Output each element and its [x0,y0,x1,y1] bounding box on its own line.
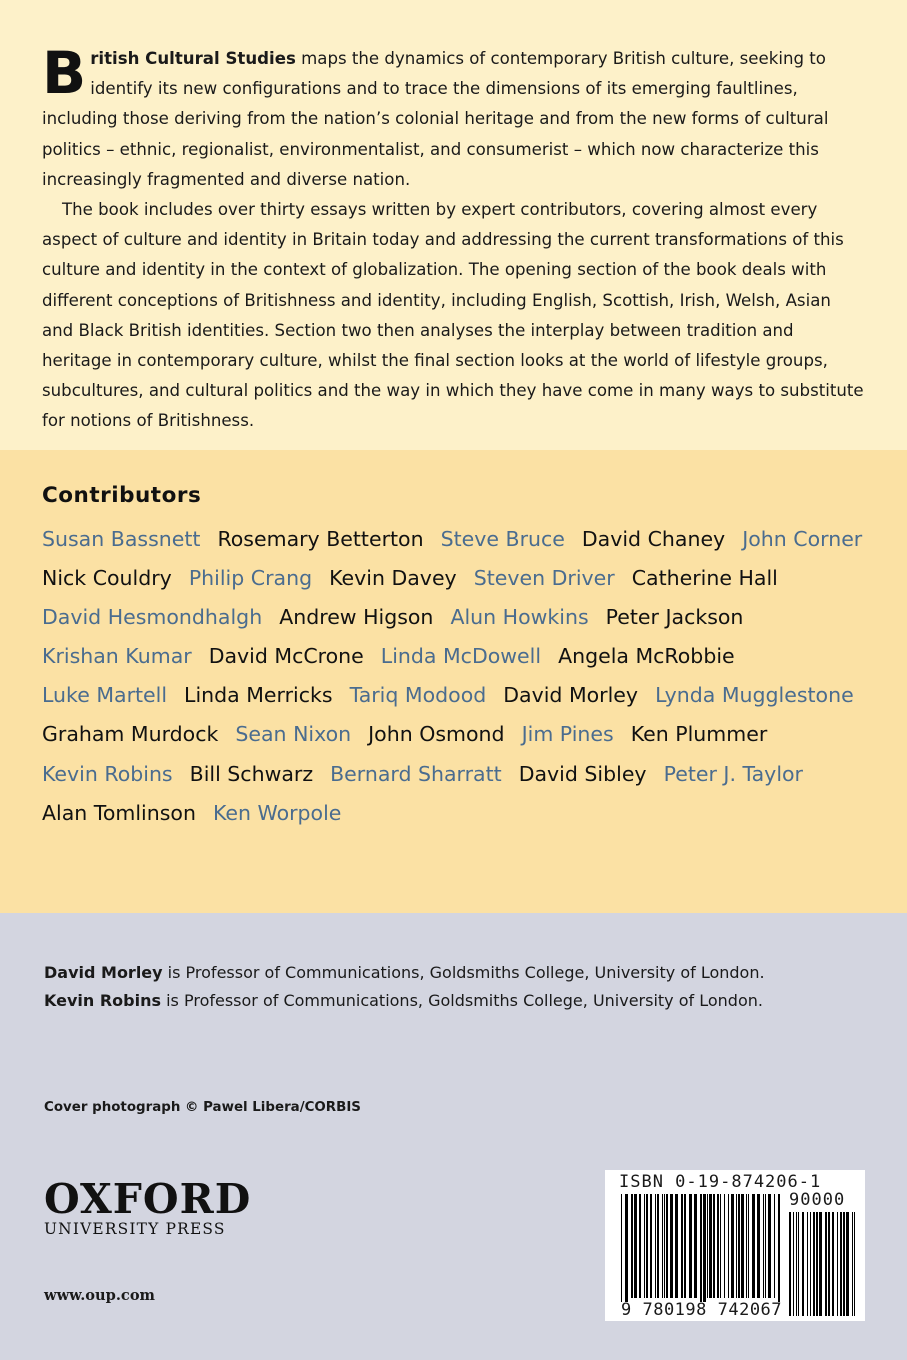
barcode-bar [816,1212,818,1316]
barcode-bar [793,1212,794,1316]
barcode-bar [736,1194,737,1298]
contributor-name: Linda Merricks [184,683,333,708]
contributor-name: Lynda Mugglestone [655,683,854,708]
barcode-bar [840,1212,842,1316]
barcode-bar [846,1212,849,1316]
contributor-name: Nick Couldry [42,566,172,591]
barcode-bar [713,1194,715,1298]
contributor-name: Peter J. Taylor [663,761,803,786]
barcode-bar [757,1194,760,1298]
barcode-bar [621,1194,622,1302]
barcode-bar [694,1194,697,1298]
contributor-name: David Sibley [518,761,647,786]
publisher-name: OXFORD [44,1175,252,1223]
contributor-name: Graham Murdock [42,722,219,747]
barcode-bar [852,1212,853,1316]
contributor-name: Steve Bruce [440,527,565,551]
barcode-bar [843,1212,845,1316]
barcode-bar [752,1194,755,1298]
contributor-name: Kevin Robins [42,761,173,786]
drop-cap: B [42,39,87,107]
contributor-name: Kevin Davey [329,566,457,591]
author-bio [44,986,763,1015]
barcode-bar [828,1212,830,1316]
contributor-name: Linda McDowell [380,644,542,669]
contributor-name: Susan Bassnett [42,527,201,551]
contributor-name: David Chaney [581,527,726,551]
barcode-bar [810,1212,811,1316]
contributor-name: Rosemary Betterton [217,527,424,551]
author-role: is Professor of Communications, Goldsmiths College, University of London. [162,963,765,982]
cover-photo-credit: Cover photograph © Pawel Libera/CORBIS [44,1100,361,1115]
barcode-bar [644,1194,645,1298]
barcode-bar [763,1194,764,1298]
contributor-name: Alun Howkins [450,605,589,630]
barcode-bar [717,1194,719,1298]
contributor-name: Angela McRobbie [558,644,735,669]
barcode-bar [738,1194,740,1298]
contributor-name: Ken Worpole [212,800,342,825]
contributor-name: Philip Crang [188,566,313,591]
barcode-bar [664,1194,665,1298]
contributor-name: Peter Jackson [605,605,744,630]
barcode-bar [832,1212,834,1316]
barcode-bar [662,1194,663,1298]
contributor-name: Sean Nixon [235,722,352,747]
contributor-name: Bernard Sharratt [330,761,502,786]
barcode-bar [813,1212,815,1316]
contributor-name: Ken Plummer [630,722,768,747]
contributor-name: Krishan Kumar [42,644,192,669]
contributor-name: John Osmond [368,722,505,747]
barcode-bar [689,1194,692,1298]
contributors-heading: Contributors [42,483,202,508]
author-bio [44,958,765,987]
barcode-bar [819,1212,822,1316]
barcode-bar [631,1194,633,1298]
barcode-bars [605,1170,865,1321]
barcode-bar [634,1194,637,1298]
contributor-name: John Corner [742,527,863,551]
description-paragraph-2: The book includes over thirty essays written by expert contributors, covering almost every aspect of culture and identity in Britain today and addressing the current transformations of this culture and identity in the context of globalization. The opening section of the book deals with different conceptions of Britishness and identity, including English, Scottish, Irish, Welsh, Asian and Black British identities. Section two then analyses the interplay between tradition and heritage in contemporary culture, whilst the final section looks at the world of lifestyle groups, subcultures, and cultural politics and the way in which they have come in many ways to substitute for notions of Britishness. [42,200,864,431]
author-role: is Professor of Communications, Goldsmiths College, University of London. [161,991,763,1010]
barcode-bar [650,1194,652,1298]
description-text-1: maps the dynamics of contemporary British culture, seeking to identify its new configurations and to trace the dimensions of its emerging faultlines, including those deriving from the nation’s colonial heritage and from the new forms of cultural politics – ethnic, regionalist, environmentalist, and consumerist – which now characterize this increasingly fragmented and diverse nation. [42,49,829,189]
barcode-bar [796,1212,797,1316]
barcode-bar [746,1194,747,1298]
contributor-name: Alan Tomlinson [42,800,196,825]
contributor-name: Steven Driver [473,566,615,591]
publisher-website[interactable]: www.oup.com [44,1287,155,1304]
barcode-bar [837,1212,838,1316]
barcode-bar [748,1194,749,1298]
description-paragraph-1 [42,39,867,195]
barcode-bar [741,1194,744,1298]
barcode-bar [703,1194,706,1302]
barcode-bar [684,1194,686,1298]
barcode-bar [807,1212,808,1316]
price-addon-digits: 90000 [789,1190,846,1210]
ean-digits: 9 780198 742067 [621,1300,783,1320]
barcode-bar [765,1194,766,1298]
author-name: David Morley [44,963,163,982]
barcode-bar [657,1194,659,1298]
contributor-name: David Morley [503,683,639,708]
barcode-bar [670,1194,673,1298]
barcode-bar [774,1194,775,1298]
book-title: ritish Cultural Studies [90,49,296,68]
barcode-bar [681,1194,683,1298]
isbn-barcode [605,1170,865,1321]
barcode-bar [724,1194,725,1298]
contributor-name: David Hesmondhalgh [42,605,263,630]
contributor-name: Jim Pines [521,722,614,747]
barcode-bar [854,1212,855,1316]
barcode-bar [625,1194,628,1302]
barcode-bar [675,1194,678,1298]
barcode-bar [731,1194,734,1298]
barcode-bar [802,1212,804,1316]
barcode-bar [768,1194,771,1298]
barcode-bar [728,1194,729,1298]
contributor-name: Luke Martell [42,683,168,708]
barcode-bar [789,1212,791,1316]
barcode-bar [655,1194,656,1298]
barcode-bar [700,1194,702,1302]
isbn-label: ISBN 0-19-874206-1 [619,1172,822,1192]
barcode-bar [709,1194,712,1298]
barcode-bar [666,1194,668,1298]
contributor-name: Tariq Modood [349,683,487,708]
barcode-bar [798,1212,799,1316]
contributor-name: Bill Schwarz [189,761,314,786]
book-description [42,39,867,437]
barcode-bar [778,1194,780,1302]
contributor-name: David McCrone [208,644,364,669]
contributor-name: Catherine Hall [631,566,778,591]
barcode-bar [646,1194,648,1298]
barcode-bar [707,1194,708,1298]
author-name: Kevin Robins [44,991,162,1010]
barcode-bar [639,1194,641,1298]
publisher-logo [44,1176,251,1238]
publisher-subtitle: UNIVERSITY PRESS [44,1220,226,1238]
barcode-bar [720,1194,721,1298]
barcode-bar [825,1212,827,1316]
contributor-name: Andrew Higson [279,605,434,630]
contributors-list [42,520,882,833]
